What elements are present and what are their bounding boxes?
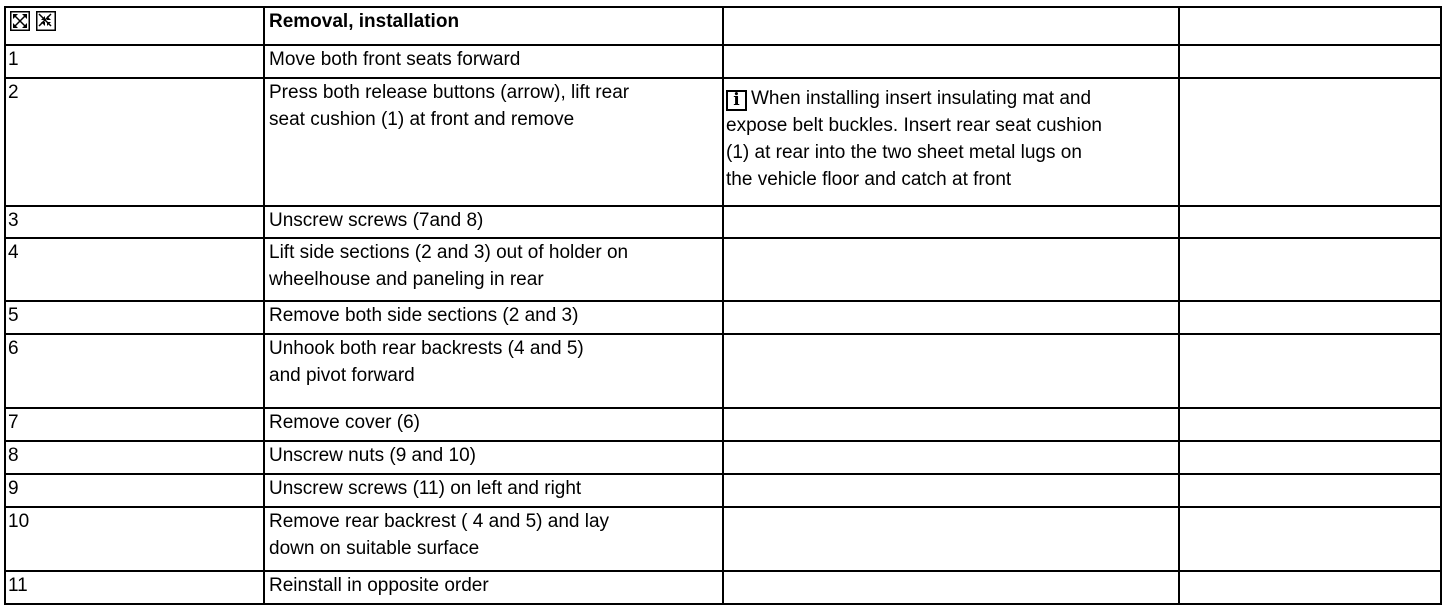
step-number: 4: [5, 238, 264, 301]
step-extra-cell: [1179, 206, 1441, 238]
table-row: [5, 408, 1441, 441]
step-note-cell: [723, 408, 1179, 441]
step-note-cell: [723, 45, 1179, 78]
info-icon: i: [726, 90, 747, 111]
step-extra-cell: [1179, 571, 1441, 604]
step-text-line: and pivot forward: [269, 365, 415, 386]
step-text-line: Press both release buttons (arrow), lift rear: [269, 82, 630, 103]
note-text: When installing insert insulating mat and: [751, 88, 1092, 109]
step-text-line: down on suitable surface: [269, 538, 480, 559]
step-note-cell: [723, 206, 1179, 238]
table-row: [5, 571, 1441, 604]
step-text-cell: [264, 408, 723, 441]
procedure-table: [4, 6, 1442, 605]
step-note-cell: [723, 334, 1179, 408]
step-text-line: Unhook both rear backrests (4 and 5): [269, 338, 584, 359]
step-number: 8: [5, 441, 264, 474]
step-text-cell: [264, 45, 723, 78]
header-title-cell: [264, 7, 723, 45]
step-extra-cell: [1179, 408, 1441, 441]
note-text: the vehicle floor and catch at front: [726, 169, 1012, 190]
step-text-line: Remove both side sections (2 and 3): [269, 305, 579, 326]
step-text-line: Move both front seats forward: [269, 49, 521, 70]
step-number: 5: [5, 301, 264, 334]
collapse-all-icon[interactable]: [36, 11, 56, 31]
table-row: [5, 301, 1441, 334]
step-extra-cell: [1179, 441, 1441, 474]
step-text-line: wheelhouse and paneling in rear: [269, 269, 544, 290]
note-text-line: [726, 85, 1178, 112]
step-text-cell: [264, 238, 723, 301]
step-extra-cell: [1179, 301, 1441, 334]
step-extra-cell: [1179, 238, 1441, 301]
note-text-line: [726, 166, 1178, 193]
note-text-line: [726, 112, 1178, 139]
page-title: Removal, installation: [269, 11, 460, 32]
step-number: 9: [5, 474, 264, 507]
step-text-line: Unscrew screws (7and 8): [269, 210, 484, 231]
expand-all-icon[interactable]: [10, 11, 30, 31]
step-extra-cell: [1179, 78, 1441, 206]
header-icons-cell: [5, 7, 264, 45]
step-note-cell: [723, 301, 1179, 334]
step-text-cell: [264, 206, 723, 238]
step-text-cell: [264, 78, 723, 206]
step-text-line: Remove cover (6): [269, 412, 420, 433]
step-text-cell: [264, 474, 723, 507]
step-text-cell: [264, 571, 723, 604]
step-extra-cell: [1179, 334, 1441, 408]
step-number: 1: [5, 45, 264, 78]
step-extra-cell: [1179, 507, 1441, 571]
step-number: 7: [5, 408, 264, 441]
step-number: 10: [5, 507, 264, 571]
step-number: 3: [5, 206, 264, 238]
step-number: 2: [5, 78, 264, 206]
step-note-cell: [723, 238, 1179, 301]
step-text-line: Reinstall in opposite order: [269, 575, 489, 596]
table-row: [5, 441, 1441, 474]
step-number: 11: [5, 571, 264, 604]
step-extra-cell: [1179, 474, 1441, 507]
step-note-cell: [723, 571, 1179, 604]
step-extra-cell: [1179, 45, 1441, 78]
table-row: [5, 45, 1441, 78]
step-text-cell: [264, 301, 723, 334]
header-extra-cell: [1179, 7, 1441, 45]
step-text-cell: [264, 334, 723, 408]
table-row: [5, 206, 1441, 238]
step-text-line: seat cushion (1) at front and remove: [269, 109, 575, 130]
table-row: [5, 78, 1441, 206]
note-text: (1) at rear into the two sheet metal lugs on: [726, 142, 1082, 163]
step-text-line: Lift side sections (2 and 3) out of holder on: [269, 242, 629, 263]
note-text: expose belt buckles. Insert rear seat cushion: [726, 115, 1102, 136]
note-text-line: [726, 139, 1178, 166]
step-text-cell: [264, 507, 723, 571]
header-row: [5, 7, 1441, 45]
table-row: [5, 334, 1441, 408]
step-note-cell: [723, 507, 1179, 571]
step-note-cell: [723, 78, 1179, 206]
table-row: [5, 238, 1441, 301]
step-text-line: Unscrew screws (11) on left and right: [269, 478, 582, 499]
table-row: [5, 507, 1441, 571]
step-text-line: Unscrew nuts (9 and 10): [269, 445, 476, 466]
step-text-cell: [264, 441, 723, 474]
step-number: 6: [5, 334, 264, 408]
step-note-cell: [723, 474, 1179, 507]
table-row: [5, 474, 1441, 507]
step-note-cell: [723, 441, 1179, 474]
step-text-line: Remove rear backrest ( 4 and 5) and lay: [269, 511, 610, 532]
header-note-cell: [723, 7, 1179, 45]
